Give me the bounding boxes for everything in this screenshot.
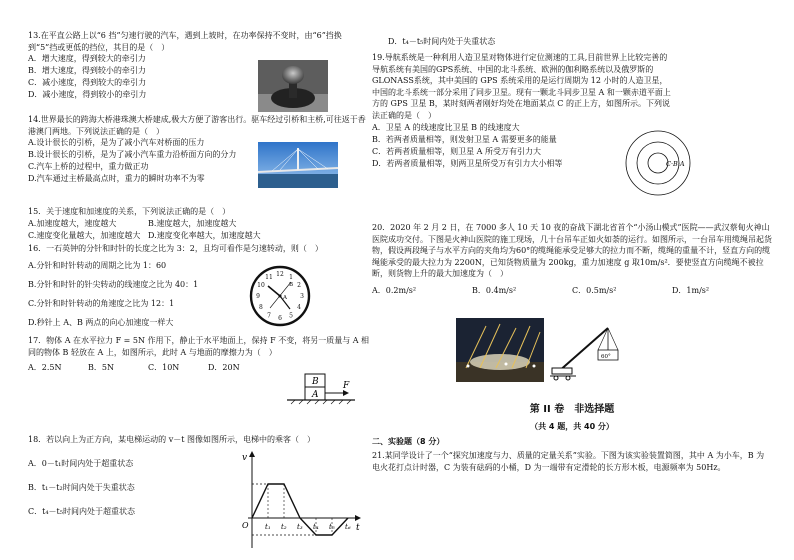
question-15-option-c[interactable]: C.速度变化量越大，加速度越大	[28, 230, 141, 240]
question-17-option-d[interactable]: D．20N	[208, 363, 240, 373]
question-20	[372, 222, 772, 297]
clock-number-4: 4	[297, 304, 301, 312]
question-17-stem: 17．物体 A 在水平拉力 F = 5N 作用下，静止于水平地面上，保持 F 不变，将另一质量与 A 相同的物体 B 轻放在 A 上，如图所示，此时 A 与地面的摩擦力为（ ）	[28, 336, 370, 357]
question-21	[372, 450, 772, 473]
question-20-option-d[interactable]: D．1m/s²	[672, 285, 710, 295]
block-b-label: B	[312, 377, 319, 387]
question-21-stem: 21.某同学设计了一个“探究加速度与力、质量的定量关系”实验。下图为该实验装置简图，其中 A 为小车，B 为电火花打点计时器，C 为装有砝码的小桶，D 为一端带有定滑轮的长方形木板，电源频率为 50Hz。	[372, 451, 765, 472]
question-14-option-d[interactable]: D.汽车通过主桥最高点时，重力的瞬时功率不为零	[28, 174, 205, 184]
question-17-option-c[interactable]: C．10N	[148, 363, 180, 373]
clock-number-10: 10	[257, 282, 265, 290]
question-16-option-c[interactable]: C.分针和时针转动的角速度之比为 12：1	[28, 298, 175, 308]
clock-number-8: 8	[259, 304, 263, 312]
question-19-option-b[interactable]: B．若两者质量相等，则发射卫星 A 需要更多的能量	[372, 134, 557, 144]
clock-number-9: 9	[256, 293, 260, 301]
crane-diagram	[550, 320, 620, 382]
question-18-option-a[interactable]: A．0－t₁时间内处于超重状态	[28, 458, 134, 468]
block-a-label: A	[312, 390, 319, 400]
clock-number-6: 6	[278, 315, 282, 323]
part-two-title: 第 II 卷 非选择题	[529, 404, 615, 415]
vt-tick-label: t₁	[265, 523, 271, 531]
vt-tick-label: t₂	[281, 523, 287, 531]
vt-tick-label: t₄	[313, 523, 319, 531]
question-14-option-a[interactable]: A.设计很长的引桥，是为了减小汽车对桥面的压力	[28, 138, 205, 148]
question-15-option-b[interactable]: B.速度越大，加速度越大	[148, 218, 237, 228]
construction-site-photo	[456, 318, 544, 382]
question-17	[28, 335, 370, 374]
question-13-option-c[interactable]: C．减小速度，得到较大的牵引力	[28, 78, 147, 88]
question-14-option-b[interactable]: B.设计很长的引桥，是为了减小汽车重力沿桥面方向的分力	[28, 150, 237, 160]
question-18-option-c[interactable]: C．t₄－t₅时间内处于超重状态	[28, 506, 135, 516]
question-20-option-c[interactable]: C．0.5m/s²	[572, 285, 617, 295]
bridge-photo	[258, 142, 338, 188]
question-16-option-b[interactable]: B.分针和时针的针尖转动的线速度之比为 40：1	[28, 279, 199, 289]
question-16-option-d[interactable]: D.秒针上 A、B 两点的向心加速度一样大	[28, 317, 174, 327]
clock-number-3: 3	[300, 293, 304, 301]
question-16-option-a[interactable]: A.分针和时针转动的周期之比为 1：60	[28, 260, 167, 270]
part-two-header	[372, 400, 772, 432]
clock-number-2: 2	[297, 282, 301, 290]
vt-tick-label: t₅	[329, 523, 335, 531]
question-18-option-d[interactable]: D．t₄－t₅时间内处于失重状态	[388, 37, 496, 46]
question-16-stem: 16．一石英钟的分针和时针的长度之比为 3：2，且均可看作是匀速转动，则（ ）	[28, 244, 323, 253]
question-19-stem: 19.导航系统是一种利用人造卫星对物体进行定位测速的工具,目前世界上比较完善的导航系统有美国的GPS系统、中国的北斗系统、欧洲的伽利略系统以及俄罗斯的GLONASS系统，其中美国的 GPS 系统采用的是运行周期为 12 小时的人造卫星，中国的北斗系统一部分采用了同步卫星。现有一颗北斗同步卫星 A 和一颗赤道平面上方的 GPS 卫星 B，某时刻两者刚好均处在地面某点 C 的正上方，如图所示。下列说法正确的是（ ）	[372, 53, 671, 120]
vt-y-arrow	[249, 451, 255, 457]
clock-number-11: 11	[265, 274, 273, 282]
question-15	[28, 206, 370, 242]
question-14-stem: 14.世界最长的跨海大桥港珠澳大桥建成,极大方便了游客出行。驱车经过引桥和主桥,可往返于香港澳门两地。下列说法正确的是（ ）	[28, 115, 366, 136]
vt-graph-figure	[216, 448, 366, 554]
question-19-option-c[interactable]: C．若两者质量相等，则卫星 A 所受万有引力大	[372, 146, 541, 156]
question-13-option-d[interactable]: D．减小速度，得到较小的牵引力	[28, 90, 147, 100]
question-15-stem: 15．关于速度和加速度的关系，下列说法正确的是（ ）	[28, 207, 231, 216]
gear-shift-photo	[258, 60, 328, 112]
vt-x-arrow	[355, 515, 361, 521]
question-14-option-c[interactable]: C.汽车上桥的过程中，重力做正功	[28, 162, 149, 172]
question-15-option-a[interactable]: A.加速度越大，速度越大	[28, 218, 117, 228]
question-19-option-a[interactable]: A．卫星 A 的线速度比卫星 B 的线速度大	[372, 122, 520, 132]
clock-number-12: 12	[276, 271, 284, 279]
vt-tick-label: t₆	[345, 523, 351, 531]
vt-tick-label: t₃	[297, 523, 303, 531]
clock-point-a-label: A	[283, 295, 287, 301]
crane-angle-label: 60°	[601, 354, 611, 360]
question-16	[28, 243, 370, 329]
question-13-option-a[interactable]: A．增大速度，得到较大的牵引力	[28, 54, 146, 64]
quartz-clock-figure	[248, 264, 312, 328]
vt-axis-t-label: t	[356, 523, 360, 533]
question-20-option-a[interactable]: A．0.2m/s²	[372, 285, 417, 295]
force-f-label: F	[343, 381, 350, 391]
satellite-orbits-figure	[622, 128, 702, 198]
question-18-stem: 18．若以向上为正方向，某电梯运动的 v－t 图像如图所示，电梯中的乘客（ ）	[28, 435, 315, 444]
part-two-subtitle: （共 4 题，共 40 分）	[530, 422, 614, 431]
question-18-option-b[interactable]: B．t₁－t₂时间内处于失重状态	[28, 482, 135, 492]
clock-point-b-label: B	[289, 282, 294, 288]
question-13-option-b[interactable]: B．增大速度，得到较小的牵引力	[28, 66, 146, 76]
question-17-option-b[interactable]: B．5N	[88, 363, 114, 373]
blocks-figure	[283, 370, 363, 410]
question-20-option-b[interactable]: B．0.4m/s²	[472, 285, 517, 295]
clock-number-7: 7	[267, 312, 271, 320]
question-17-option-a[interactable]: A．2.5N	[28, 363, 62, 373]
question-20-stem: 20．2020 年 2 月 2 日，在 7000 多人 10 天 10 夜的奋战下湖北省首个“小汤山模式”医院——武汉蔡甸火神山医院成功交付。下图是火神山医院的施工现场，几十台吊车正如火如荼的运行。如图所示，一台吊车用缆绳吊起货物，假设两段绳子与水平方向的夹角均为60°的缆绳能承受足够大的拉力而不断，缆绳的重量不计，竖直方向的缆绳能承受的最大拉力为 2200N，已知货物质量为 200kg，重力加速度 g 取10m/s²．要使竖直方向缆绳不被拉断，则货物上升的最大加速度为（ ）	[372, 223, 772, 279]
question-19-option-d[interactable]: D．若两者质量相等，则两卫星所受万有引力大小相等	[372, 158, 563, 168]
clock-number-1: 1	[289, 274, 293, 282]
satellite-position-label: C·B·A	[666, 160, 685, 168]
vt-axis-v-label: v	[242, 453, 248, 463]
question-13-stem: 13.在平直公路上以“6 挡”匀速行驶的汽车，遇到上坡时，在功率保持不变时，由“6”挡换到“5”挡或更低的挡位，其目的是（ ）	[28, 31, 342, 52]
vt-origin-label: O	[242, 521, 249, 530]
clock-number-5: 5	[289, 312, 293, 320]
section-two-heading: 二、实验题（8 分）	[372, 437, 445, 446]
question-15-option-d[interactable]: D.速度变化率越大，加速度越大	[148, 230, 261, 240]
